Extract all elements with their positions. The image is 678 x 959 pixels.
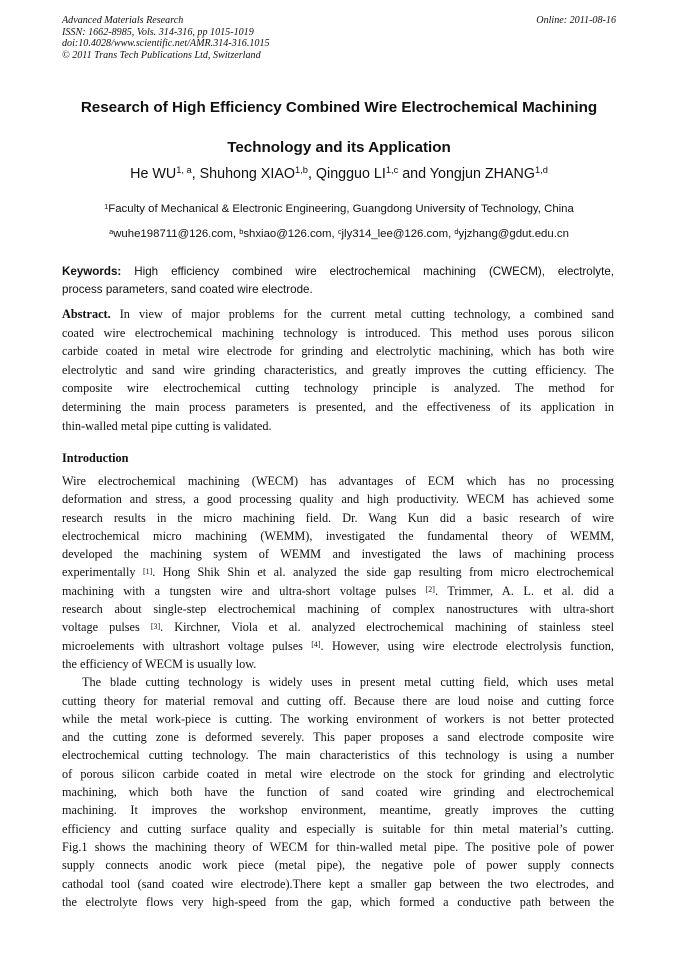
- author-separator: and: [398, 166, 430, 182]
- body-line: of porous silicon carbide coated in metal wire electrode on the stock for grinding and electrolytic: [62, 766, 614, 781]
- keywords-block: [62, 263, 614, 298]
- body-line: cutting theory for material removal and cutting off. Because there are loud noise and cutting force: [62, 693, 614, 708]
- email-sup: a: [109, 227, 114, 237]
- body-line: developed the machining system of WEMM and investigated the laws of machining process: [62, 547, 614, 562]
- citation-ref: [2]: [425, 585, 435, 594]
- abstract-line: electrolytic and sand wire grinding characteristics, and greatly improves the cutting efficiency. The: [62, 362, 614, 377]
- body-line: and the cutting zone is deformed severely. This paper proposes a sand electrode composite wire: [62, 730, 614, 745]
- email-sup: d: [454, 227, 459, 237]
- email-sup: b: [239, 227, 244, 237]
- body-line: The blade cutting technology is widely uses in present metal cutting field, which uses metal: [82, 675, 614, 690]
- author-affil-sup: 1,c: [385, 165, 399, 176]
- title-line-2: Technology and its Application: [227, 139, 451, 156]
- body-line: [62, 637, 614, 655]
- email-address: jly314_lee@126.com,: [341, 228, 455, 240]
- body-line: Fig.1 shows the machining theory of WECM for thin-walled metal pipe. The positive pole of power: [62, 839, 614, 854]
- paper-title: [62, 88, 616, 168]
- section-heading-introduction: Introduction: [62, 451, 129, 465]
- email-address: wuhe198711@126.com,: [113, 228, 240, 240]
- author-separator: ,: [307, 166, 316, 182]
- body-text: . Kirchner, Viola et al. analyzed electrochemical machining of stainless steel: [160, 620, 614, 635]
- body-line: while the metal work-piece is cutting. The working environment of workers is not better protected: [62, 711, 614, 726]
- doi-line: doi:10.4028/www.scientific.net/AMR.314-316.1015: [62, 38, 270, 49]
- affiliation-text: Faculty of Mechanical & Electronic Engineering, Guangdong University of Technology, China: [108, 203, 574, 215]
- online-date: Online: 2011-08-16: [536, 15, 616, 26]
- body-line: electrochemical cutting technology. The main characteristics of this technology is using a number: [62, 748, 614, 763]
- body-text: . Hong Shik Shin et al. analyzed the side gap resulting from micro electrochemical: [152, 565, 614, 580]
- author-affil-sup: 1, a: [176, 165, 192, 176]
- body-line: electrochemical micro machining (WEMM), investigated the fundamental theory of WEMM,: [62, 528, 614, 543]
- affiliation: [62, 203, 616, 215]
- body-line: [62, 563, 614, 581]
- issn-line: ISSN: 1662-8985, Vols. 314-316, pp 1015-1019: [62, 26, 254, 38]
- body-line: Wire electrochemical machining (WECM) has advantages of ECM which has no processing: [62, 474, 614, 488]
- citation-ref: [4]: [311, 639, 321, 649]
- email-address: shxiao@126.com,: [243, 228, 338, 240]
- author-name: He WU: [130, 166, 177, 182]
- body-line: the electrolyte flows very high-speed from the gap, which formed a conductive path between the: [62, 894, 614, 909]
- body-text: machining with a tungsten wire and ultra-short voltage pulses: [62, 583, 426, 598]
- body-line: the efficiency of WECM is usually low.: [62, 656, 257, 671]
- affiliation-sup: 1: [104, 202, 109, 212]
- body-line: deformation and stress, a good processing quality and high productivity. WECM has achieved some: [62, 492, 614, 507]
- keywords-text: High efficiency combined wire electrochemical machining (CWECM), electrolyte,: [121, 265, 614, 278]
- abstract-label: Abstract.: [62, 307, 111, 321]
- author-separator: ,: [191, 166, 200, 182]
- body-line: research results in the micro machining field. Dr. Wang Kun did a basic research of wire: [62, 510, 614, 525]
- citation-ref: [3]: [150, 621, 161, 631]
- body-text: microelements with ultrashort voltage pulses: [62, 638, 312, 653]
- abstract-line: thin-walled metal pipe cutting is validated.: [62, 418, 272, 433]
- abstract-line: carbide coated in metal wire electrode for grinding and electrolytic machining, which has both wire: [62, 344, 614, 359]
- body-line: machining, which both have the function of sand coated wire grinding and electrochemical: [62, 785, 614, 800]
- body-text: . However, using wire electrode electrolysis function,: [320, 638, 614, 653]
- abstract-line: In view of major problems for the current metal cutting technology, a combined sand: [110, 307, 614, 321]
- body-line: cathodal tool (sand coated wire electrode).There kept a smaller gap between the two electrodes, and: [62, 876, 614, 891]
- author-affil-sup: 1,d: [534, 165, 548, 176]
- body-line: machining. It improves the workshop environment, meantime, greatly improves the cutting: [62, 803, 614, 818]
- running-header: [62, 15, 616, 61]
- journal-name: Advanced Materials Research: [62, 15, 184, 26]
- keywords-label: Keywords:: [62, 265, 122, 278]
- copyright-line: © 2011 Trans Tech Publications Ltd, Switzerland: [62, 49, 261, 61]
- abstract-block: [62, 305, 614, 435]
- body-text: experimentally: [62, 565, 143, 580]
- body-line: research about single-step electrochemical machining of complex nanostructures with ultra-short: [62, 602, 614, 617]
- citation-ref: [1]: [142, 566, 153, 576]
- body-line: [62, 618, 614, 636]
- author-affil-sup: 1,b: [295, 165, 308, 176]
- author-list: [62, 166, 616, 182]
- body-line: [62, 582, 614, 600]
- body-line: supply connects anodic work piece (metal pipe), the negative pole of power supply connects: [62, 858, 614, 873]
- body-line: efficiency and cutting surface quality and especially is suitable for thin metal material’s cutting.: [62, 821, 614, 836]
- introduction-body: [62, 472, 614, 911]
- author-name: Yongjun ZHANG: [429, 166, 535, 182]
- abstract-line: coated wire electrochemical machining technology is introduced. This method uses porous silicon: [62, 325, 614, 340]
- email-address: yjzhang@gdut.edu.cn: [458, 228, 569, 240]
- email-sup: c: [337, 227, 342, 237]
- title-line-1: Research of High Efficiency Combined Wire Electrochemical Machining: [80, 99, 598, 116]
- author-name: Qingguo LI: [315, 166, 386, 182]
- body-text: voltage pulses: [62, 620, 151, 635]
- abstract-line: determining the main process parameters is presented, and the effectiveness of its application in: [62, 399, 614, 414]
- author-name: Shuhong XIAO: [199, 166, 296, 182]
- keywords-text: process parameters, sand coated wire electrode.: [62, 282, 313, 296]
- abstract-line: composite wire electrochemical cutting technology principle is analyzed. The method for: [62, 381, 614, 396]
- body-text: . Trimmer, A. L. et al. did a: [434, 583, 614, 598]
- email-list: [62, 228, 616, 240]
